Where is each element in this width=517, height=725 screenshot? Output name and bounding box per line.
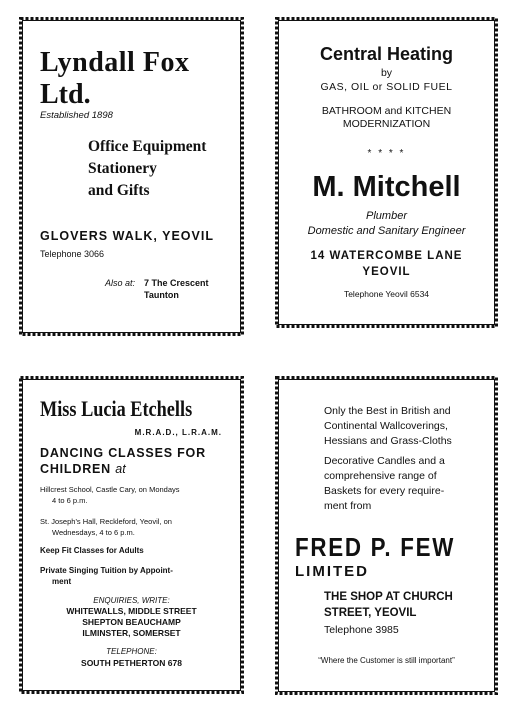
- trade-detail: Domestic and Sanitary Engineer: [307, 225, 466, 237]
- candles-line1: Decorative Candles and a: [324, 455, 445, 467]
- classes-at: at: [115, 462, 126, 476]
- branch-address-line1: 7 The Crescent: [144, 278, 209, 288]
- service-stationery: Stationery: [88, 160, 157, 177]
- enquiries-label: ENQUIRIES, WRITE:: [93, 596, 170, 605]
- singing-line2: ment: [52, 577, 72, 586]
- advert-m-mitchell: [275, 17, 498, 328]
- bathroom-line1: BATHROOM and KITCHEN: [321, 105, 452, 117]
- candles-line4: ment from: [324, 500, 372, 512]
- also-at-label: Also at:: [105, 278, 136, 288]
- classes-heading-line2: [40, 462, 126, 476]
- venue1-line2: 4 to 6 p.m.: [52, 496, 88, 505]
- by-text: by: [380, 67, 393, 79]
- service-office-equipment: Office Equipment: [88, 138, 207, 155]
- service-heading: Central Heating: [319, 44, 454, 64]
- advert-fred-p-few: [275, 376, 498, 695]
- venue2-line2: Wednesdays, 4 to 6 p.m.: [52, 528, 135, 537]
- keep-fit-classes: Keep Fit Classes for Adults: [40, 546, 144, 555]
- company-name-suffix: Ltd.: [40, 79, 91, 110]
- fuel-types: GAS, OIL or SOLID FUEL: [320, 81, 453, 93]
- address-line2: SHEPTON BEAUCHAMP: [82, 617, 181, 627]
- company-name: [295, 533, 481, 563]
- address-line1: THE SHOP AT CHURCH: [324, 591, 453, 603]
- address-line2: YEOVIL: [362, 266, 411, 278]
- address: GLOVERS WALK, YEOVIL: [40, 229, 214, 243]
- telephone: Telephone Yeovil 6534: [343, 289, 430, 299]
- address-line1: WHITEWALLS, MIDDLE STREET: [66, 606, 197, 616]
- singing-line1: Private Singing Tuition by Appoint-: [40, 566, 173, 575]
- intro-line1: Only the Best in British and: [324, 405, 451, 417]
- slogan: “Where the Customer is still important”: [318, 656, 455, 665]
- branch-address-line2: Taunton: [144, 290, 179, 300]
- candles-line3: Baskets for every require-: [324, 485, 445, 497]
- advert-lucia-etchells: [19, 376, 244, 694]
- advert-lyndall-fox: [19, 17, 244, 336]
- venue1-line1: Hillcrest School, Castle Cary, on Mondays: [40, 485, 180, 494]
- telephone: Telephone 3066: [40, 249, 105, 259]
- telephone: Telephone 3985: [324, 624, 399, 636]
- candles-line2: comprehensive range of: [324, 470, 437, 482]
- address-line2: STREET, YEOVIL: [324, 607, 417, 619]
- star-divider: * * * *: [367, 148, 406, 159]
- qualifications: M.R.A.D., L.R.A.M.: [134, 428, 222, 437]
- bathroom-line2: MODERNIZATION: [342, 118, 431, 130]
- company-name: Lyndall Fox: [40, 47, 190, 78]
- trade-title: Plumber: [366, 210, 407, 222]
- teacher-name: [40, 396, 223, 421]
- classes-heading-line1: DANCING CLASSES FOR: [40, 446, 206, 460]
- address-line1: 14 WATERCOMBE LANE: [310, 250, 463, 262]
- intro-line2: Continental Wallcoverings,: [324, 420, 448, 432]
- telephone-label: TELEPHONE:: [106, 647, 157, 656]
- company-suffix: LIMITED: [295, 563, 369, 580]
- intro-line3: Hessians and Grass-Cloths: [324, 435, 452, 447]
- classes-children: CHILDREN: [40, 462, 111, 476]
- established-date: Established 1898: [40, 110, 113, 121]
- teacher-name-text: Miss Lucia Etchells: [40, 396, 193, 421]
- address-line3: ILMINSTER, SOMERSET: [82, 628, 181, 638]
- service-gifts: and Gifts: [88, 182, 150, 199]
- company-name: M. Mitchell: [312, 171, 461, 203]
- company-name-text: FRED P. FEW: [295, 532, 456, 562]
- telephone: SOUTH PETHERTON 678: [81, 658, 182, 668]
- venue2-line1: St. Joseph's Hall, Reckleford, Yeovil, on: [40, 517, 172, 526]
